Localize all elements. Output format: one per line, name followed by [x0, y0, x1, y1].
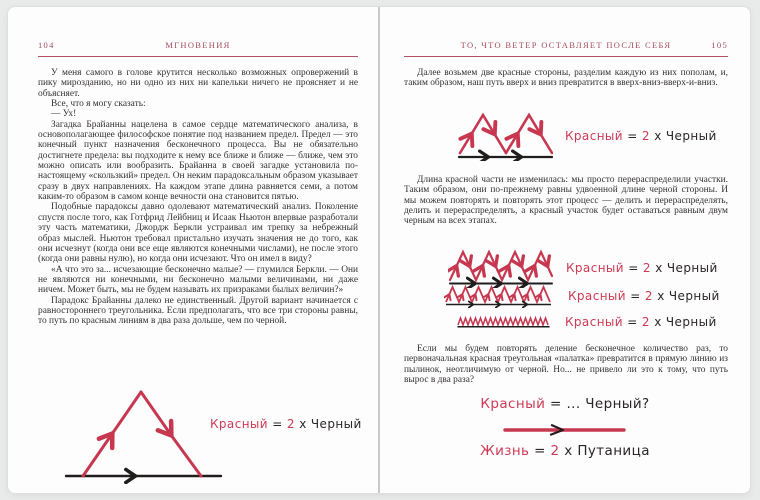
right-page-header	[404, 40, 728, 50]
triangle-equation-label	[210, 417, 362, 431]
zigzag-eight-peaks-diagram	[444, 284, 554, 308]
left-header-rule	[38, 56, 358, 57]
diagram-row-two-peaks	[458, 111, 717, 161]
zigzag-two-peaks-diagram	[458, 111, 553, 161]
equation-coefficient: 2	[550, 443, 560, 459]
red-arrow-line	[503, 424, 627, 436]
right-intro-paragraph	[404, 68, 728, 89]
equation-label	[568, 289, 720, 303]
equation-coefficient: 2	[286, 417, 295, 431]
equation-equals: =	[627, 315, 638, 329]
limit-equation-label	[380, 396, 750, 412]
equation-label	[565, 315, 717, 329]
left-page-header	[38, 40, 358, 50]
right-page	[380, 7, 750, 493]
equation-label	[565, 129, 717, 143]
equation-coefficient: 2	[641, 315, 650, 329]
equation-rhs: Черный	[666, 261, 718, 275]
paragraph: Парадокс Брайанны далеко не единственный. Другой вариант начинается с равностороннего треугольника. Если предполагать, что все три стороны равны, то путь по красным линиям в два раза дольше, чем по черной.	[38, 295, 358, 327]
equation-rhs: Черный	[665, 129, 717, 143]
diagram-row-eight-peaks	[444, 284, 720, 308]
red-arrow-line-container	[380, 423, 750, 441]
paragraph: Загадка Брайанны нацелена в самое сердце математического анализа, в основополагающее философское понятие под названием предел. Предел — это конечный пункт назначения бесконечного процесса. Вы не обязательно достигнете предела: вы подходите к нему все ближе и ближе — ближе, чем это можно описать или вообразить. Брайанна в своей загадке установила по-настоящему «скользкий» предел. Он неким парадоксальным образом указывает сразу в двух направлениях. На каждом этапе длина равняется семи, а потом каким-то образом в самом конце вечности она становится пятью.	[38, 119, 358, 203]
equation-lhs: Красный	[565, 129, 624, 143]
left-body-text	[38, 68, 358, 327]
life-equation-label	[380, 443, 750, 459]
equation-times: х	[657, 289, 665, 303]
equation-equals: =	[550, 396, 562, 412]
diagram-row-four-peaks	[448, 248, 718, 288]
equation-equals: =	[628, 261, 639, 275]
equation-times: х	[564, 443, 573, 459]
right-middle-paragraph	[404, 175, 728, 227]
right-end-paragraph	[404, 344, 728, 385]
equation-times: х	[654, 315, 662, 329]
left-page	[8, 7, 378, 493]
diagram-row-fine-zigzag	[456, 315, 717, 329]
zigzag-four-peaks-diagram	[448, 248, 554, 288]
equation-coefficient: 2	[641, 129, 650, 143]
equation-equals: =	[630, 289, 641, 303]
equation-rhs: Путаница	[577, 443, 650, 459]
triangle-diagram	[63, 386, 228, 484]
paragraph: Далее возьмем две красные стороны, разделим каждую из них пополам, и, таким образом, наш путь вверх и вниз превратится в вверх-вниз-вверх-и-вниз.	[404, 68, 728, 89]
equation-equals: =	[534, 443, 546, 459]
equation-label	[566, 261, 718, 275]
right-header-rule	[404, 56, 728, 57]
equation-equals: =	[627, 129, 638, 143]
left-running-title: МГНОВЕНИЯ	[165, 40, 231, 50]
equation-times: х	[655, 261, 663, 275]
right-page-number: 105	[711, 40, 728, 50]
equation-rhs: Черный?	[585, 396, 650, 412]
paragraph: Если мы будем повторять деление бесконечное количество раз, то первоначальная красная треугольная «палатка» превратится в прямую линию из пылинок, неотличимую от черной. Но... не привело ли это к тому, что путь вырос в два раза?	[404, 344, 728, 386]
paragraph: Подобные парадоксы давно одолевают математический анализ. Поколение спустя после того, как Готфрид Лейбниц и Исаак Ньютон впервые разработали эту часть математики, Джордж Беркли устраивал им трепку за небрежный образ мыслей. Ньютон требовал пристально изучать значения не до того, как они исчезнут (когда они все еще являются конечными числами), не после этого (когда они равны нулю), но когда они исчезают. Что он имел в виду?	[38, 202, 358, 265]
equation-times: х	[654, 129, 662, 143]
paragraph: «А что это за... исчезающие бесконечно малые? — глумился Беркли. — Они не являются ни конечными, ни бесконечно малыми величинами, ни даже ничем. Может быть, мы не будем называть их призраками былых величин?»	[38, 264, 358, 296]
right-running-title: ТО, ЧТО ВЕТЕР ОСТАВЛЯЕТ ПОСЛЕ СЕБЯ	[460, 40, 672, 50]
equation-coefficient: 2	[642, 261, 651, 275]
paragraph: Все, что я могу сказать:	[51, 99, 146, 110]
fine-zigzag-diagram	[456, 315, 551, 329]
equation-rhs: Черный	[668, 289, 720, 303]
equation-rhs: Черный	[310, 417, 362, 431]
book-spread	[8, 7, 750, 493]
equation-lhs: Жизнь	[480, 443, 530, 459]
left-page-number: 104	[38, 40, 55, 50]
equation-equals: =	[272, 417, 283, 431]
equation-rhs: Черный	[665, 315, 717, 329]
paragraph: У меня самого в голове крутится несколько возможных опровержений в пику мирозданию, но ни одно из них ни капельки ничего не проясняет и не объясняет.	[38, 68, 358, 99]
equation-lhs: Красный	[568, 289, 627, 303]
equation-coefficient: ...	[566, 396, 581, 412]
equation-lhs: Красный	[565, 315, 624, 329]
equation-lhs: Красный	[210, 417, 269, 431]
paragraph: — Ух!	[51, 109, 77, 120]
equation-times: x	[299, 417, 307, 431]
equation-lhs: Красный	[566, 261, 625, 275]
equation-coefficient: 2	[644, 289, 653, 303]
paragraph: Длина красной части не изменилась: мы просто перераспределили участки. Таким образом, они по-прежнему равны удвоенной длине черной стороны. И мы можем повторять и повторять этот процесс — делить и перераспределять, делить и перераспределять, а красный участок будет оставаться равным двум черным на всех этапах.	[404, 175, 728, 227]
equation-lhs: Красный	[480, 396, 546, 412]
